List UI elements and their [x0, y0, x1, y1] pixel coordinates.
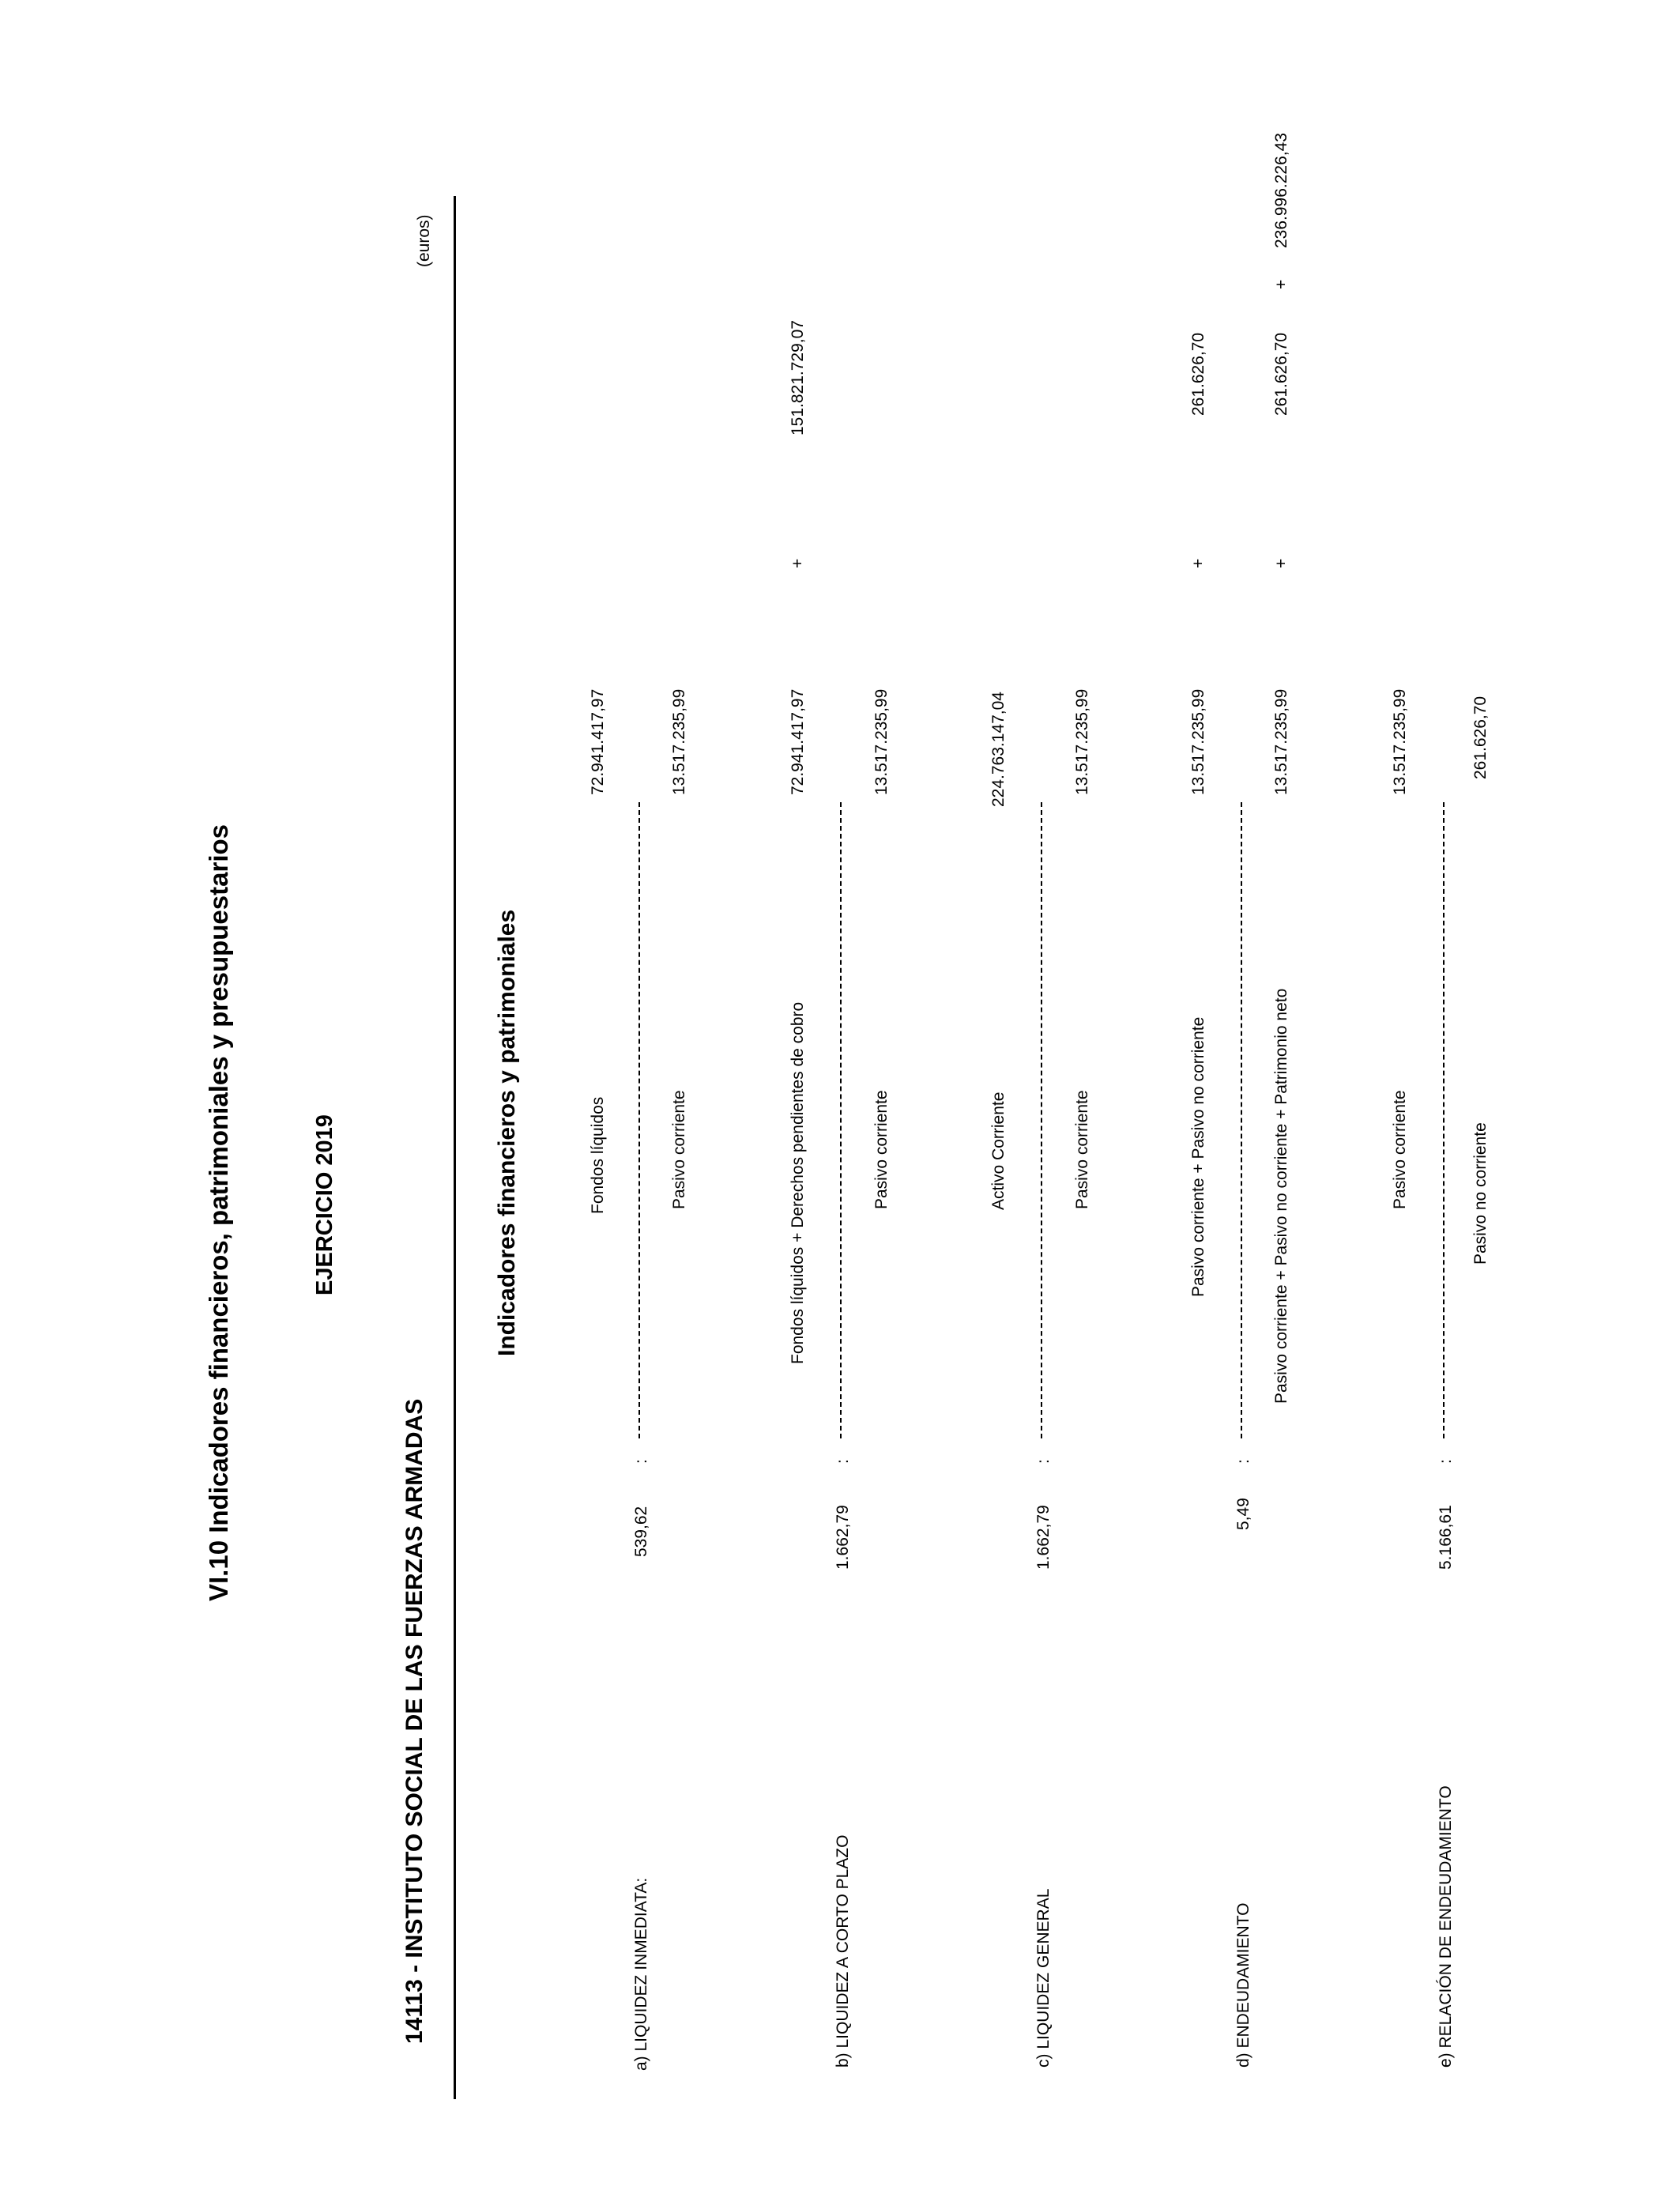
- plus-sign: +: [1189, 558, 1207, 568]
- numerator-amount: 13.517.235,99: [1189, 688, 1207, 795]
- indicator-value: 1.662,79: [1034, 1505, 1053, 1570]
- denominator-amount: 13.517.235,99: [1272, 688, 1290, 795]
- plus-sign: +: [1272, 279, 1290, 289]
- denominator-formula: Pasivo corriente: [872, 1090, 891, 1209]
- numerator-amount: 72.941.417,97: [789, 688, 807, 795]
- fraction-line: [1443, 802, 1445, 1438]
- indicator-value: 1.662,79: [834, 1505, 852, 1570]
- fraction-line: [1241, 802, 1242, 1438]
- fraction-line: [840, 802, 842, 1438]
- indicator-colon: :: [834, 1459, 852, 1464]
- indicator-value: 5.166,61: [1437, 1505, 1455, 1570]
- numerator-amount: 13.517.235,99: [1391, 688, 1409, 795]
- denominator-formula: Pasivo no corriente: [1471, 1122, 1490, 1265]
- indicator-value: 539,62: [632, 1506, 650, 1557]
- denominator-amount: 261.626,70: [1471, 696, 1490, 779]
- fraction-line: [1041, 802, 1042, 1438]
- denominator-formula: Pasivo corriente + Pasivo no corriente + Patrimonio neto: [1272, 988, 1290, 1404]
- plus-sign: +: [789, 558, 807, 568]
- indicator-label: b) LIQUIDEZ A CORTO PLAZO: [834, 1834, 852, 2068]
- denominator-formula: Pasivo corriente: [1073, 1090, 1091, 1209]
- indicator-colon: :: [1034, 1459, 1053, 1464]
- indicator-colon: :: [1234, 1459, 1252, 1464]
- indicator-label: e) RELACIÓN DE ENDEUDAMIENTO: [1437, 1785, 1455, 2068]
- numerator-amount: 72.941.417,97: [589, 688, 607, 795]
- ejercicio-heading: EJERCICIO 2019: [312, 1114, 337, 1295]
- numerator-formula: Fondos líquidos + Derechos pendientes de cobro: [789, 1001, 807, 1364]
- header-rule: [454, 196, 456, 2099]
- indicator-colon: :: [1437, 1459, 1455, 1464]
- numerator-formula: Pasivo corriente: [1391, 1090, 1409, 1209]
- denominator-amount: 13.517.235,99: [670, 688, 688, 795]
- section-title: Indicadores financieros y patrimoniales: [494, 909, 520, 1356]
- indicator-label: a) LIQUIDEZ INMEDIATA:: [632, 1877, 650, 2071]
- fraction-line: [638, 802, 640, 1438]
- denominator-amount: 236.996.226,43: [1272, 133, 1290, 248]
- numerator-amount: 224.763.147,04: [989, 692, 1008, 807]
- indicator-colon: :: [632, 1459, 650, 1464]
- denominator-amount: 13.517.235,99: [1073, 688, 1091, 795]
- numerator-amount: 261.626,70: [1189, 332, 1207, 416]
- numerator-formula: Fondos líquidos: [589, 1096, 607, 1214]
- numerator-amount: 151.821.729,07: [789, 320, 807, 435]
- entity-heading: 14113 - INSTITUTO SOCIAL DE LAS FUERZAS ARMADAS: [401, 1398, 428, 2044]
- numerator-formula: Activo Corriente: [989, 1091, 1008, 1210]
- denominator-amount: 261.626,70: [1272, 332, 1290, 416]
- page-title: VI.10 Indicadores financieros, patrimoniales y presupuestarios: [204, 824, 233, 1601]
- denominator-formula: Pasivo corriente: [670, 1090, 688, 1209]
- denominator-amount: 13.517.235,99: [872, 688, 891, 795]
- indicator-value: 5,49: [1234, 1498, 1252, 1530]
- currency-unit: (euros): [415, 214, 433, 267]
- indicator-label: d) ENDEUDAMIENTO: [1234, 1902, 1252, 2068]
- numerator-formula: Pasivo corriente + Pasivo no corriente: [1189, 1016, 1207, 1297]
- plus-sign: +: [1272, 558, 1290, 568]
- indicator-label: c) LIQUIDEZ GENERAL: [1034, 1888, 1053, 2068]
